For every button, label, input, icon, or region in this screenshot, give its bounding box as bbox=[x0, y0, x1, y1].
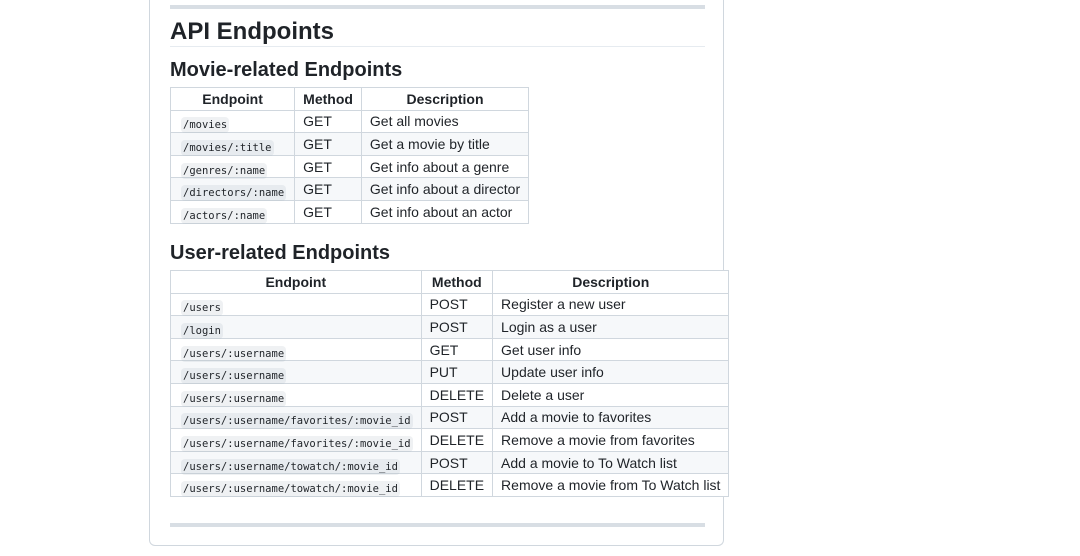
endpoint-cell bbox=[171, 429, 422, 452]
endpoint-cell bbox=[171, 133, 295, 156]
description-cell: Get a movie by title bbox=[361, 133, 528, 156]
method-cell: POST bbox=[421, 316, 492, 339]
endpoint-cell bbox=[171, 338, 422, 361]
description-cell: Get user info bbox=[493, 338, 729, 361]
endpoint-path: /genres/:name bbox=[183, 164, 266, 177]
movie-endpoints-heading: Movie-related Endpoints bbox=[170, 59, 403, 81]
api-endpoints-heading: API Endpoints bbox=[170, 18, 334, 45]
method-cell: POST bbox=[421, 451, 492, 474]
endpoint-path: /users/:username bbox=[183, 392, 285, 405]
endpoint-path: /movies bbox=[183, 119, 228, 132]
endpoint-path: /users/:username/towatch/:movie_id bbox=[183, 460, 398, 473]
description-cell: Register a new user bbox=[493, 293, 729, 316]
description-cell: Get info about a director bbox=[361, 178, 528, 201]
endpoint-cell bbox=[171, 406, 422, 429]
method-cell: GET bbox=[295, 200, 362, 223]
method-cell: POST bbox=[421, 406, 492, 429]
table-header-row bbox=[171, 271, 729, 294]
endpoint-cell bbox=[171, 155, 295, 178]
endpoint-path: /users bbox=[183, 302, 221, 315]
horizontal-rule bbox=[170, 523, 705, 527]
endpoint-cell bbox=[171, 178, 295, 201]
horizontal-rule bbox=[170, 5, 705, 9]
method-cell: GET bbox=[295, 133, 362, 156]
method-cell: GET bbox=[295, 110, 362, 133]
user-endpoints-heading: User-related Endpoints bbox=[170, 242, 391, 264]
description-cell: Get all movies bbox=[361, 110, 528, 133]
endpoint-path: /users/:username/favorites/:movie_id bbox=[183, 437, 411, 450]
table-row bbox=[171, 474, 729, 497]
table-row bbox=[171, 155, 529, 178]
table-row bbox=[171, 293, 729, 316]
endpoint-path: /users/:username/towatch/:movie_id bbox=[183, 483, 398, 496]
header-endpoint: Endpoint bbox=[171, 88, 295, 111]
description-cell: Get info about a genre bbox=[361, 155, 528, 178]
heading-underline bbox=[170, 46, 705, 47]
method-cell: PUT bbox=[421, 361, 492, 384]
endpoint-path: /users/:username bbox=[183, 347, 285, 360]
endpoint-path: /users/:username/favorites/:movie_id bbox=[183, 415, 411, 428]
movie-endpoints-table bbox=[170, 87, 529, 224]
table-row bbox=[171, 110, 529, 133]
description-cell: Remove a movie from favorites bbox=[493, 429, 729, 452]
description-cell: Update user info bbox=[493, 361, 729, 384]
endpoint-cell bbox=[171, 200, 295, 223]
table-row bbox=[171, 200, 529, 223]
description-cell: Add a movie to To Watch list bbox=[493, 451, 729, 474]
table-header-row bbox=[171, 88, 529, 111]
endpoint-cell bbox=[171, 316, 422, 339]
user-endpoints-table bbox=[170, 270, 729, 497]
description-cell: Get info about an actor bbox=[361, 200, 528, 223]
endpoint-cell bbox=[171, 474, 422, 497]
endpoint-path: /login bbox=[183, 324, 221, 337]
header-method: Method bbox=[295, 88, 362, 111]
description-cell: Login as a user bbox=[493, 316, 729, 339]
method-cell: DELETE bbox=[421, 429, 492, 452]
table-row bbox=[171, 429, 729, 452]
endpoint-path: /movies/:title bbox=[183, 141, 272, 154]
table-row bbox=[171, 383, 729, 406]
header-endpoint: Endpoint bbox=[171, 271, 422, 294]
description-cell: Remove a movie from To Watch list bbox=[493, 474, 729, 497]
method-cell: DELETE bbox=[421, 383, 492, 406]
table-row bbox=[171, 133, 529, 156]
endpoint-cell bbox=[171, 293, 422, 316]
table-row bbox=[171, 451, 729, 474]
endpoint-cell bbox=[171, 451, 422, 474]
table-row bbox=[171, 316, 729, 339]
method-cell: POST bbox=[421, 293, 492, 316]
readme-card bbox=[149, 0, 724, 546]
endpoint-cell bbox=[171, 383, 422, 406]
table-row bbox=[171, 178, 529, 201]
endpoint-cell bbox=[171, 361, 422, 384]
table-row bbox=[171, 406, 729, 429]
description-cell: Add a movie to favorites bbox=[493, 406, 729, 429]
header-description: Description bbox=[493, 271, 729, 294]
endpoint-path: /directors/:name bbox=[183, 187, 285, 200]
method-cell: GET bbox=[295, 178, 362, 201]
endpoint-cell bbox=[171, 110, 295, 133]
description-cell: Delete a user bbox=[493, 383, 729, 406]
method-cell: DELETE bbox=[421, 474, 492, 497]
endpoint-path: /users/:username bbox=[183, 370, 285, 383]
table-row bbox=[171, 338, 729, 361]
header-description: Description bbox=[361, 88, 528, 111]
endpoint-path: /actors/:name bbox=[183, 209, 266, 222]
header-method: Method bbox=[421, 271, 492, 294]
method-cell: GET bbox=[295, 155, 362, 178]
method-cell: GET bbox=[421, 338, 492, 361]
table-row bbox=[171, 361, 729, 384]
